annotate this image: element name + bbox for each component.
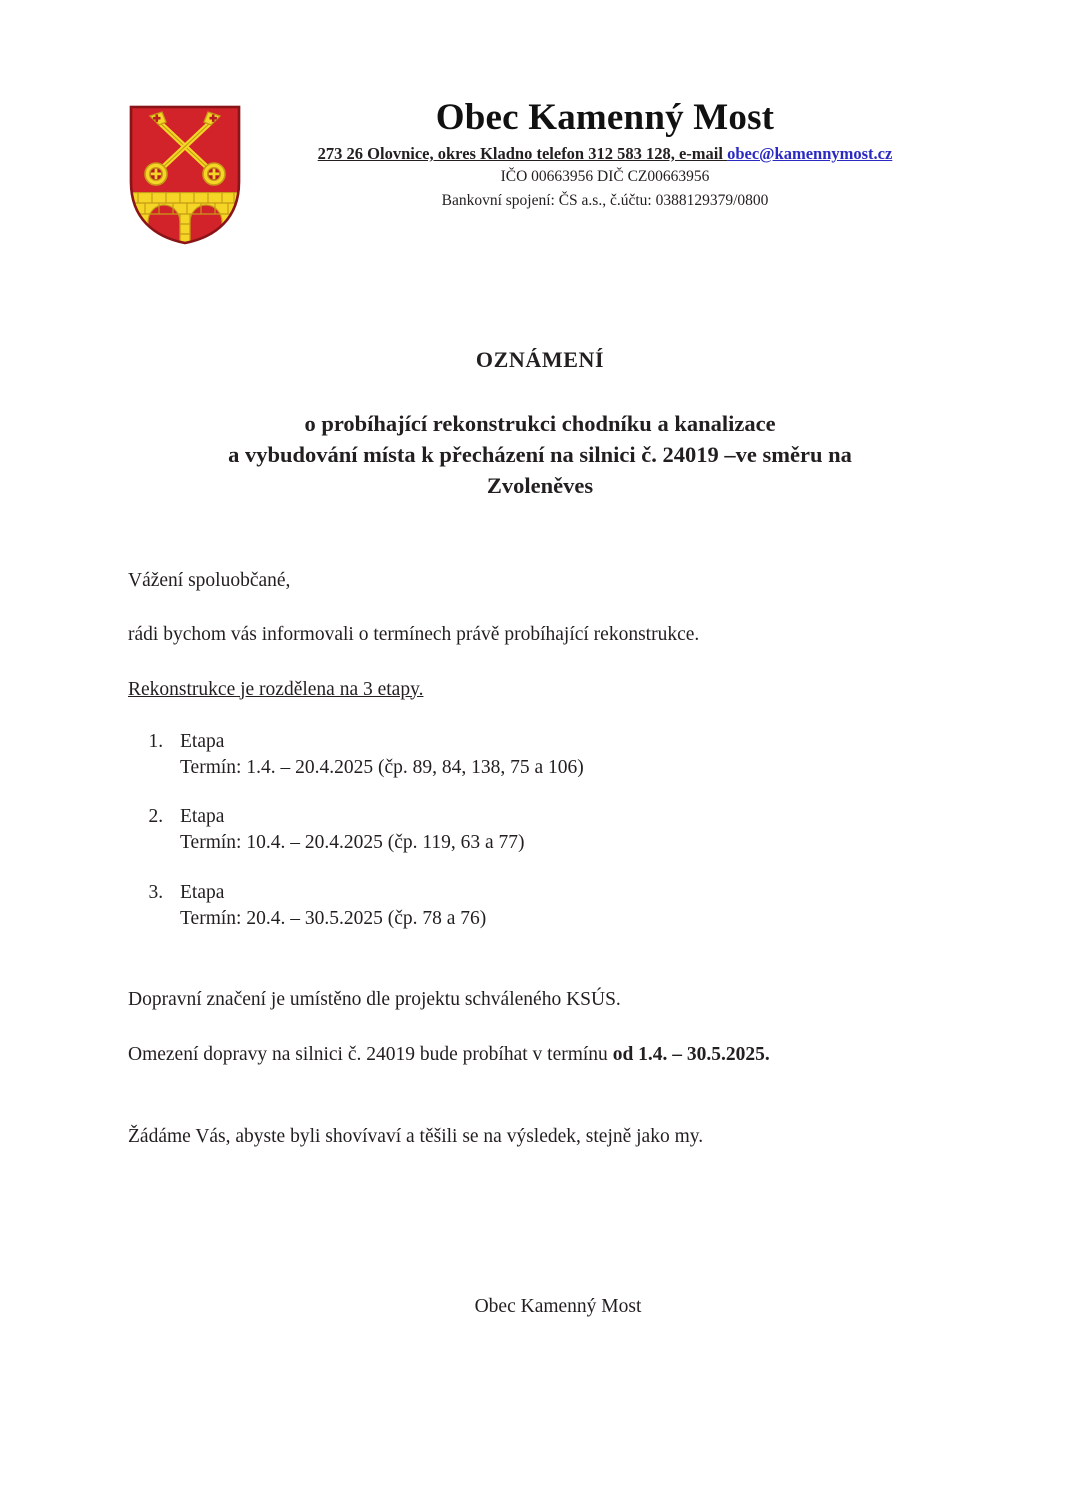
restriction-dates: od 1.4. – 30.5.2025.: [612, 1043, 770, 1065]
stage-term: Termín: 10.4. – 20.4.2025 (čp. 119, 63 a 77): [180, 832, 525, 854]
notice-subject-line-2: a vybudování místa k přecházení na silnici č. 24019 –ve směru na: [228, 442, 852, 468]
stage-term: Termín: 1.4. – 20.4.2025 (čp. 89, 84, 138, 75 a 106): [180, 756, 584, 778]
restriction-prefix: Omezení dopravy na silnici č. 24019 bude probíhat v termínu: [128, 1043, 613, 1065]
signature: Obec Kamenný Most: [474, 1296, 642, 1317]
intro-paragraph: rádi bychom vás informovali o termínech právě probíhající rekonstrukce.: [128, 624, 700, 646]
restriction-note: [128, 1042, 948, 1068]
stages-heading: Rekonstrukce je rozdělena na 3 etapy.: [128, 678, 424, 700]
salutation: Vážení spoluobčané,: [128, 570, 291, 591]
closing-paragraph: Žádáme Vás, abyste byli shovívaví a těšili se na výsledek, stejně jako my.: [128, 1126, 704, 1147]
stage-term: Termín: 20.4. – 30.5.2025 (čp. 78 a 76): [180, 907, 487, 929]
notice-kicker: OZNÁMENÍ: [475, 347, 605, 372]
list-item: [168, 729, 948, 780]
list-item: [168, 880, 948, 931]
notice-subject-line-1: o probíhající rekonstrukci chodníku a kanalizace: [304, 411, 776, 436]
letterhead-text: [255, 98, 955, 212]
stage-name: 1. Etapa: [180, 730, 225, 752]
stages-list: [128, 729, 948, 931]
stage-name: 3. Etapa: [180, 881, 225, 903]
notice-subject: [140, 408, 940, 501]
list-item: [168, 804, 948, 855]
email-link[interactable]: obec@kamennymost.cz: [727, 143, 893, 163]
notice-subject-line-3: Zvoleněves: [486, 473, 594, 499]
contact-line: [255, 142, 955, 165]
contact-address-phone: 273 26 Olovnice, okres Kladno telefon 312 583 128, e-mail: [317, 143, 728, 163]
stage-name: 2. Etapa: [180, 806, 225, 828]
bank-account-line: Bankovní spojení: ČS a.s., č.účtu: 0388129379/0800: [441, 191, 769, 209]
body-content: [128, 568, 948, 1096]
organization-title: Obec Kamenný Most: [435, 97, 775, 138]
ico-dic-line: IČO 00663956 DIČ CZ00663956: [500, 168, 710, 186]
closing-paragraph-wrap: [128, 1124, 948, 1178]
letterhead: [0, 98, 1080, 248]
signage-note: Dopravní značení je umístěno dle projektu schváleného KSÚS.: [128, 989, 621, 1011]
coat-of-arms-icon: [128, 104, 242, 246]
